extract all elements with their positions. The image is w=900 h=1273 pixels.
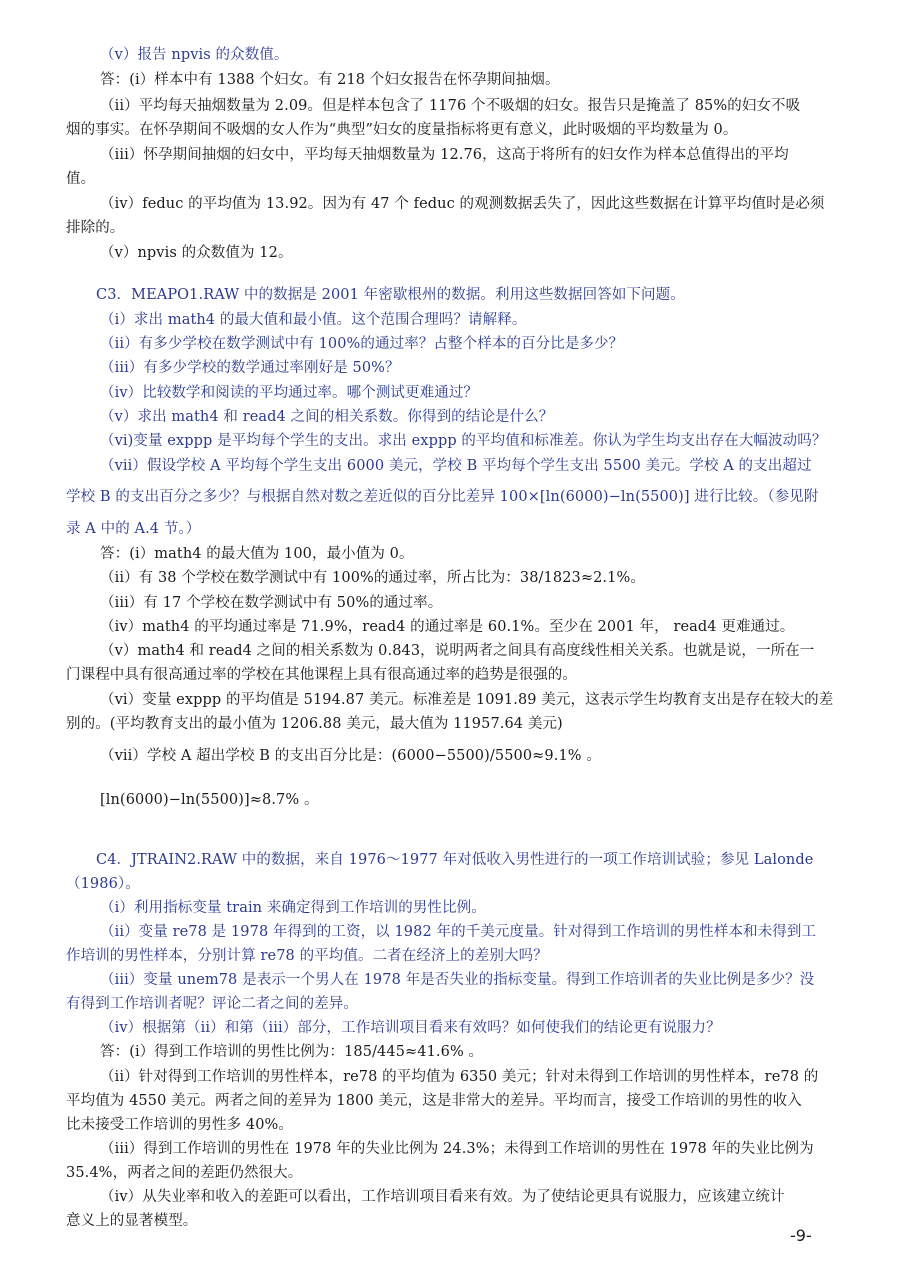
text-line: 排除的。 — [66, 220, 125, 236]
text-line: （iv）math4 的平均通过率是 71.9%，read4 的通过率是 60.1%。至少在 2001 年， read4 更难通过。 — [100, 619, 795, 635]
text-line: （iii）怀孕期间抽烟的妇女中，平均每天抽烟数量为 12.76，这高于将所有的妇女作为样本总值得出的平均 — [100, 147, 789, 163]
text-line: [ln(6000)−ln(5500)]≈8.7% 。 — [100, 792, 319, 808]
text-line: （v）math4 和 read4 之间的相关系数为 0.843，说明两者之间具有高度线性相关关系。也就是说，一所在一 — [100, 643, 815, 659]
text-line: 意义上的显著模型。 — [66, 1213, 198, 1229]
text-line: 答：(i）得到工作培训的男性比例为：185/445≈41.6% 。 — [100, 1044, 484, 1060]
text-line: （vii）假设学校 A 平均每个学生支出 6000 美元，学校 B 平均每个学生支出 5500 美元。学校 A 的支出超过 — [100, 458, 812, 474]
text-line: （ii）平均每天抽烟数量为 2.09。但是样本包含了 1176 个不吸烟的妇女。报告只是掩盖了 85%的妇女不吸 — [100, 98, 801, 114]
text-line: C3．MEAPO1.RAW 中的数据是 2001 年密歇根州的数据。利用这些数据回答如下问题。 — [96, 287, 685, 303]
text-line: 作培训的男性样本，分别计算 re78 的平均值。二者在经济上的差别大吗？ — [66, 948, 548, 964]
text-line: 门课程中具有很高通过率的学校在其他课程上具有很高通过率的趋势是很强的。 — [66, 667, 577, 683]
text-line: （iii）得到工作培训的男性在 1978 年的失业比例为 24.3%；未得到工作培训的男性在 1978 年的失业比例为 — [100, 1141, 814, 1157]
text-line: （ii）针对得到工作培训的男性样本，re78 的平均值为 6350 美元；针对未得到工作培训的男性样本，re78 的 — [100, 1069, 819, 1085]
text-line: （iii）有多少学校的数学通过率刚好是 50%？ — [100, 360, 400, 376]
text-line: （vii）学校 A 超出学校 B 的支出百分比是：(6000−5500)/5500≈9.1% 。 — [100, 748, 601, 764]
text-line: 值。 — [66, 171, 96, 187]
text-line: （v）npvis 的众数值为 12。 — [100, 245, 293, 261]
text-line: （iv）从失业率和收入的差距可以看出，工作培训项目看来有效。为了使结论更具有说服力，应该建立统计 — [100, 1189, 785, 1205]
text-line: （iv）比较数学和阅读的平均通过率。哪个测试更难通过？ — [100, 385, 479, 401]
text-line: 比未接受工作培训的男性多 40%。 — [66, 1117, 294, 1133]
text-line: （1986）。 — [66, 876, 140, 892]
text-line: （iv）根据第（ii）和第（iii）部分，工作培训项目看来有效吗？如何使我们的结论更有说服力？ — [100, 1020, 721, 1036]
text-line: 35.4%，两者之间的差距仍然很大。 — [66, 1165, 303, 1181]
text-line: 答：(i）样本中有 1388 个妇女。有 218 个妇女报告在怀孕期间抽烟。 — [100, 72, 560, 88]
text-line: 有得到工作培训者呢？评论二者之间的差异。 — [66, 996, 358, 1012]
text-line: （i）利用指标变量 train 来确定得到工作培训的男性比例。 — [100, 900, 486, 916]
text-line: （ii）有 38 个学校在数学测试中有 100%的通过率，所占比为：38/1823≈2.1%。 — [100, 570, 645, 586]
text-line: C4．JTRAIN2.RAW 中的数据，来自 1976～1977 年对低收入男性进行的一项工作培训试验；参见 Lalonde — [96, 852, 814, 868]
text-line: 学校 B 的支出百分之多少？与根据自然对数之差近似的百分比差异 100×[ln(6000)−ln(5500)] 进行比较。（参见附 — [66, 489, 819, 505]
text-line: （vi）变量 exppp 的平均值是 5194.87 美元。标准差是 1091.89 美元，这表示学生均教育支出是存在较大的差 — [100, 692, 834, 708]
page-number: -9- — [790, 1226, 812, 1245]
text-line: （iii）变量 unem78 是表示一个男人在 1978 年是否失业的指标变量。得到工作培训者的失业比例是多少？没 — [100, 972, 815, 988]
text-line: 录 A 中的 A.4 节。） — [66, 521, 201, 537]
text-line: 别的。(平均教育支出的最小值为 1206.88 美元，最大值为 11957.64 美元) — [66, 716, 563, 732]
text-line: （i）求出 math4 的最大值和最小值。这个范围合理吗？请解释。 — [100, 312, 527, 328]
text-line: （ii）有多少学校在数学测试中有 100%的通过率？占整个样本的百分比是多少？ — [100, 336, 624, 352]
text-line: （iv）feduc 的平均值为 13.92。因为有 47 个 feduc 的观测数据丢失了，因此这些数据在计算平均值时是必须 — [100, 196, 825, 212]
text-line: （ii）变量 re78 是 1978 年得到的工资，以 1982 年的千美元度量。针对得到工作培训的男性样本和未得到工 — [100, 924, 817, 940]
text-line: （v）报告 npvis 的众数值。 — [100, 47, 289, 63]
text-line: （vi)变量 exppp 是平均每个学生的支出。求出 exppp 的平均值和标准差。你认为学生均支出存在大幅波动吗？ — [100, 433, 827, 449]
text-line: 平均值为 4550 美元。两者之间的差异为 1800 美元，这是非常大的差异。平均而言，接受工作培训的男性的收入 — [66, 1093, 802, 1109]
text-line: （v）求出 math4 和 read4 之间的相关系数。你得到的结论是什么？ — [100, 409, 554, 425]
text-line: （iii）有 17 个学校在数学测试中有 50%的通过率。 — [100, 595, 443, 611]
text-line: 烟的事实。在怀孕期间不吸烟的女人作为“典型”妇女的度量指标将更有意义，此时吸烟的平均数量为 0。 — [66, 122, 738, 138]
text-line: 答：(i）math4 的最大值为 100，最小值为 0。 — [100, 546, 414, 562]
